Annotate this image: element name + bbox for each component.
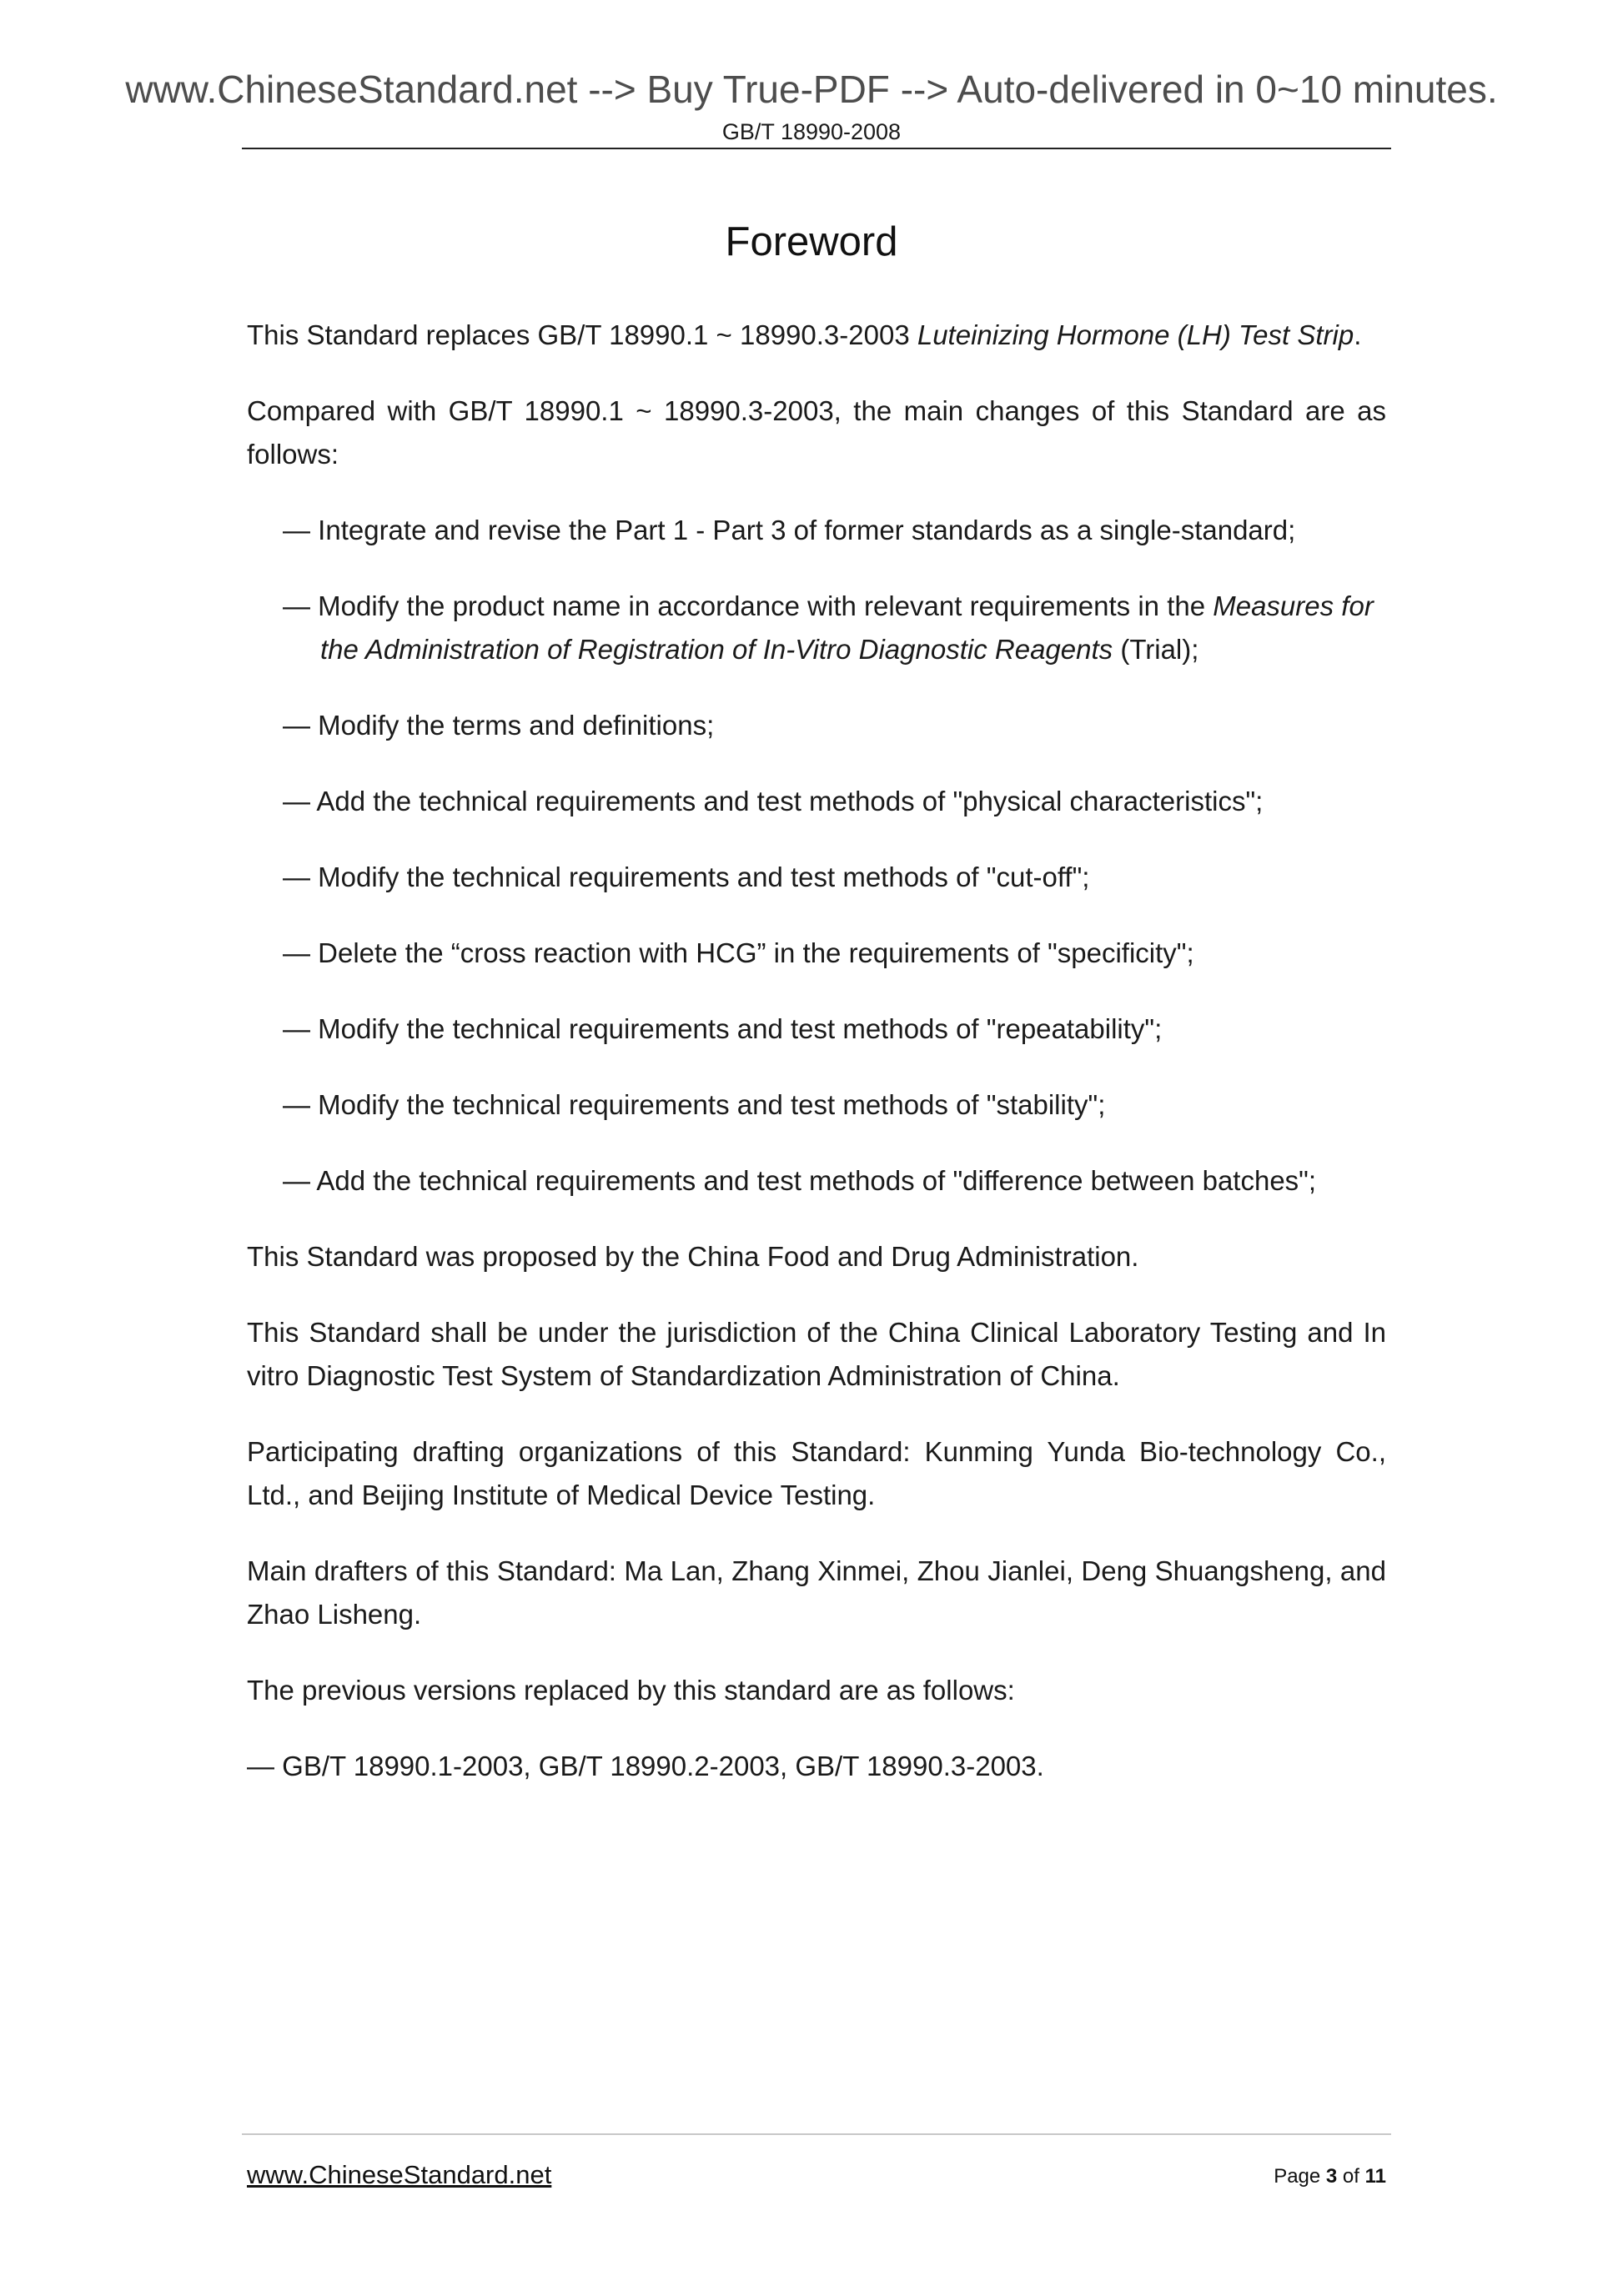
measures-title: Measures for the Administration of Registration of In-Vitro Diagnostic Reagents [320,590,1374,665]
replaces-end: . [1354,319,1362,350]
replaces-text: This Standard replaces GB/T 18990.1 ~ 18990.3-2003 [247,319,917,350]
change-item-2-end: (Trial); [1113,634,1199,665]
header-divider [242,148,1391,149]
previous-versions-list: — GB/T 18990.1-2003, GB/T 18990.2-2003, GB/T 18990.3-2003. [247,1751,1044,1781]
page-total: 11 [1364,2165,1386,2188]
changes-intro: Compared with GB/T 18990.1 ~ 18990.3-2003, the main changes of this Standard are as follows: [247,395,1386,470]
top-banner[interactable]: www.ChineseStandard.net --> Buy True-PDF --> Auto-delivered in 0~10 minutes. [125,68,1498,111]
page-word: Page [1274,2165,1326,2188]
organizations-paragraph: Participating drafting organizations of this Standard: Kunming Yunda Bio-technology Co., Ltd., and Beijing Institute of Medical Device Testing. [247,1436,1386,1510]
change-item-7: — Modify the technical requirements and test methods of "repeatability"; [283,1013,1163,1044]
document-body [247,314,1386,1821]
drafters-paragraph: Main drafters of this Standard: Ma Lan, Zhang Xinmei, Zhou Jianlei, Deng Shuangsheng, and Zhao Lisheng. [247,1555,1386,1630]
replaces-paragraph [247,314,1386,357]
page-current: 3 [1325,2165,1338,2188]
footer-divider [242,2133,1391,2135]
change-item-2 [247,585,1386,671]
change-item-4: — Add the technical requirements and test methods of "physical characteristics"; [283,786,1264,816]
change-item-8: — Modify the technical requirements and test methods of "stability"; [283,1089,1106,1120]
page-of: of [1337,2165,1365,2188]
jurisdiction-paragraph: This Standard shall be under the jurisdiction of the China Clinical Laboratory Testing and In vitro Diagnostic Test System of Standardization Administration of China. [247,1317,1386,1391]
footer-site-link[interactable]: www.ChineseStandard.net [247,2160,552,2189]
page-title: Foreword [725,219,898,264]
page-number [1274,2164,1386,2189]
replaced-title: Luteinizing Hormone (LH) Test Strip [917,319,1354,350]
change-item-9: — Add the technical requirements and test methods of "difference between batches"; [283,1165,1317,1196]
change-item-5: — Modify the technical requirements and test methods of "cut-off"; [283,862,1090,892]
document-id: GB/T 18990-2008 [721,119,902,144]
change-item-3: — Modify the terms and definitions; [283,710,715,741]
change-item-2-text: — Modify the product name in accordance with relevant requirements in the [283,590,1213,621]
change-item-6: — Delete the “cross reaction with HCG” in the requirements of "specificity"; [283,937,1194,968]
proposed-paragraph: This Standard was proposed by the China Food and Drug Administration. [247,1241,1139,1272]
change-item-1: — Integrate and revise the Part 1 - Part 3 of former standards as a single-standard; [283,515,1296,545]
previous-versions-intro: The previous versions replaced by this standard are as follows: [247,1675,1015,1706]
